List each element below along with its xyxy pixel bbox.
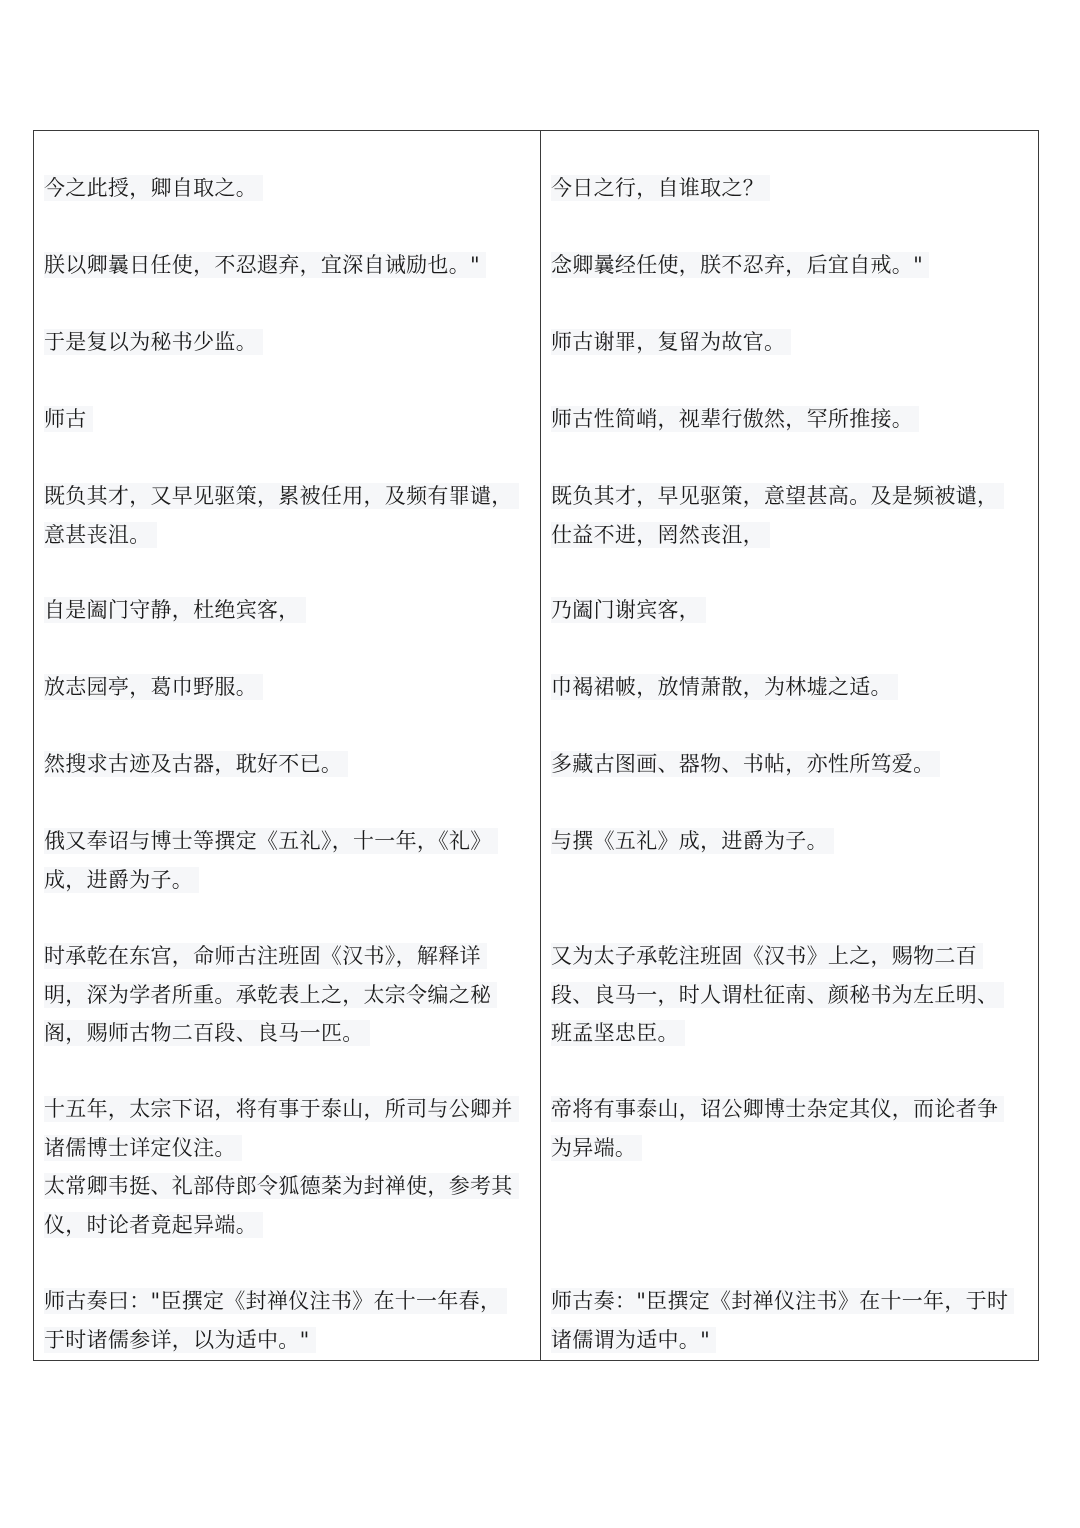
text-line [44, 169, 263, 208]
right-paragraph [551, 246, 929, 285]
text-line [551, 976, 1004, 1015]
text-line-content: 成，进爵为子。 [44, 867, 199, 893]
right-paragraph [551, 1090, 1004, 1167]
text-line [44, 400, 93, 439]
text-line [44, 1206, 519, 1245]
text-line-content: 今之此授，卿自取之。 [44, 175, 263, 201]
text-line [44, 822, 498, 861]
right-paragraph [551, 400, 919, 439]
text-line-content: 于时诸儒参详，以为适中。" [44, 1327, 316, 1353]
left-paragraph [44, 323, 263, 362]
text-line-content: 仕益不进，罔然丧沮， [551, 522, 770, 548]
text-line [44, 1321, 507, 1360]
text-line-content: 意甚丧沮。 [44, 522, 157, 548]
text-line-content: 时承乾在东宫，命师古注班固《汉书》，解释详 [44, 943, 487, 969]
text-line [551, 477, 1004, 516]
right-paragraph [551, 668, 898, 707]
text-line [44, 1014, 497, 1053]
left-paragraph [44, 822, 498, 899]
text-line [44, 1167, 519, 1206]
text-line [44, 937, 497, 976]
text-line [551, 822, 834, 861]
text-line [44, 668, 263, 707]
text-line [551, 668, 898, 707]
text-line-content: 阁，赐师古物二百段、良马一匹。 [44, 1020, 370, 1046]
text-line-content: 既负其才，早见驱策，意望甚高。及是频被谴， [551, 483, 1004, 509]
text-line-content: 自是阖门守静，杜绝宾客， [44, 597, 306, 623]
text-line-content: 念卿曩经任使，朕不忍弃，后宜自戒。" [551, 252, 929, 278]
text-line [44, 1090, 519, 1129]
left-paragraph [44, 1282, 507, 1359]
text-line [551, 246, 929, 285]
left-paragraph [44, 477, 519, 554]
text-line [44, 591, 306, 630]
text-line-content: 太常卿韦挺、礼部侍郎令狐德棻为封禅使，参考其 [44, 1173, 519, 1199]
text-line-content: 放志园亭，葛巾野服。 [44, 674, 263, 700]
text-line-content: 帝将有事泰山，诏公卿博士杂定其仪，而论者争 [551, 1096, 1004, 1122]
left-column [44, 131, 530, 1360]
right-paragraph [551, 169, 770, 208]
text-line [551, 1282, 1014, 1321]
text-line [551, 745, 940, 784]
right-column [551, 131, 1031, 1360]
right-paragraph [551, 323, 791, 362]
text-line-content: 为异端。 [551, 1135, 642, 1161]
right-paragraph [551, 745, 940, 784]
text-line-content: 诸儒谓为适中。" [551, 1327, 716, 1353]
left-paragraph [44, 169, 263, 208]
right-paragraph [551, 937, 1004, 1053]
left-paragraph [44, 668, 263, 707]
text-line [44, 516, 519, 555]
text-line-content: 与撰《五礼》成，进爵为子。 [551, 828, 834, 854]
text-line-content: 乃阖门谢宾客， [551, 597, 706, 623]
text-line-content: 俄又奉诏与博士等撰定《五礼》，十一年，《礼》 [44, 828, 498, 854]
text-line-content: 又为太子承乾注班固《汉书》上之，赐物二百 [551, 943, 983, 969]
right-paragraph [551, 822, 834, 861]
text-line-content: 师古 [44, 406, 93, 432]
text-line-content: 然搜求古迹及古器，耽好不已。 [44, 751, 348, 777]
right-paragraph [551, 477, 1004, 554]
text-line [44, 1282, 507, 1321]
text-line [551, 591, 706, 630]
left-paragraph [44, 745, 348, 784]
text-line [551, 323, 791, 362]
text-line [44, 323, 263, 362]
left-paragraph [44, 937, 497, 1053]
text-line-content: 朕以卿曩日任使，不忍遐弃，宜深自诫励也。" [44, 252, 486, 278]
text-line-content: 师古性简峭，视辈行傲然，罕所推接。 [551, 406, 919, 432]
text-line-content: 今日之行，自谁取之？ [551, 175, 770, 201]
text-line-content: 于是复以为秘书少监。 [44, 329, 263, 355]
text-line [44, 246, 486, 285]
text-line-content: 明，深为学者所重。承乾表上之，太宗令编之秘 [44, 982, 497, 1008]
left-paragraph [44, 591, 306, 630]
text-line [551, 169, 770, 208]
text-line [44, 1129, 519, 1168]
text-line-content: 师古奏曰："臣撰定《封禅仪注书》在十一年春， [44, 1288, 507, 1314]
text-line-content: 仪，时论者竟起异端。 [44, 1212, 263, 1238]
text-line-content: 既负其才，又早见驱策，累被任用，及频有罪谴， [44, 483, 519, 509]
text-line [551, 516, 1004, 555]
text-line [551, 937, 1004, 976]
text-line-content: 班孟坚忠臣。 [551, 1020, 685, 1046]
text-line-content: 巾褐裙帔，放情萧散，为林墟之适。 [551, 674, 898, 700]
text-line-content: 段、良马一，时人谓杜征南、颜秘书为左丘明、 [551, 982, 1004, 1008]
text-line [551, 1090, 1004, 1129]
right-paragraph [551, 591, 706, 630]
text-line [551, 1321, 1014, 1360]
comparison-table [33, 130, 1039, 1361]
text-line [44, 477, 519, 516]
text-line-content: 十五年，太宗下诏，将有事于泰山，所司与公卿并 [44, 1096, 519, 1122]
text-line-content: 师古谢罪，复留为故官。 [551, 329, 791, 355]
right-paragraph [551, 1282, 1014, 1359]
text-line-content: 多藏古图画、器物、书帖，亦性所笃爱。 [551, 751, 940, 777]
text-line [44, 745, 348, 784]
left-paragraph [44, 400, 93, 439]
left-paragraph [44, 1090, 519, 1244]
text-line-content: 诸儒博士详定仪注。 [44, 1135, 242, 1161]
text-line [44, 976, 497, 1015]
left-paragraph [44, 246, 486, 285]
text-line-content: 师古奏："臣撰定《封禅仪注书》在十一年，于时 [551, 1288, 1014, 1314]
column-divider [540, 131, 541, 1360]
text-line [551, 1129, 1004, 1168]
text-line [44, 861, 498, 900]
text-line [551, 400, 919, 439]
text-line [551, 1014, 1004, 1053]
